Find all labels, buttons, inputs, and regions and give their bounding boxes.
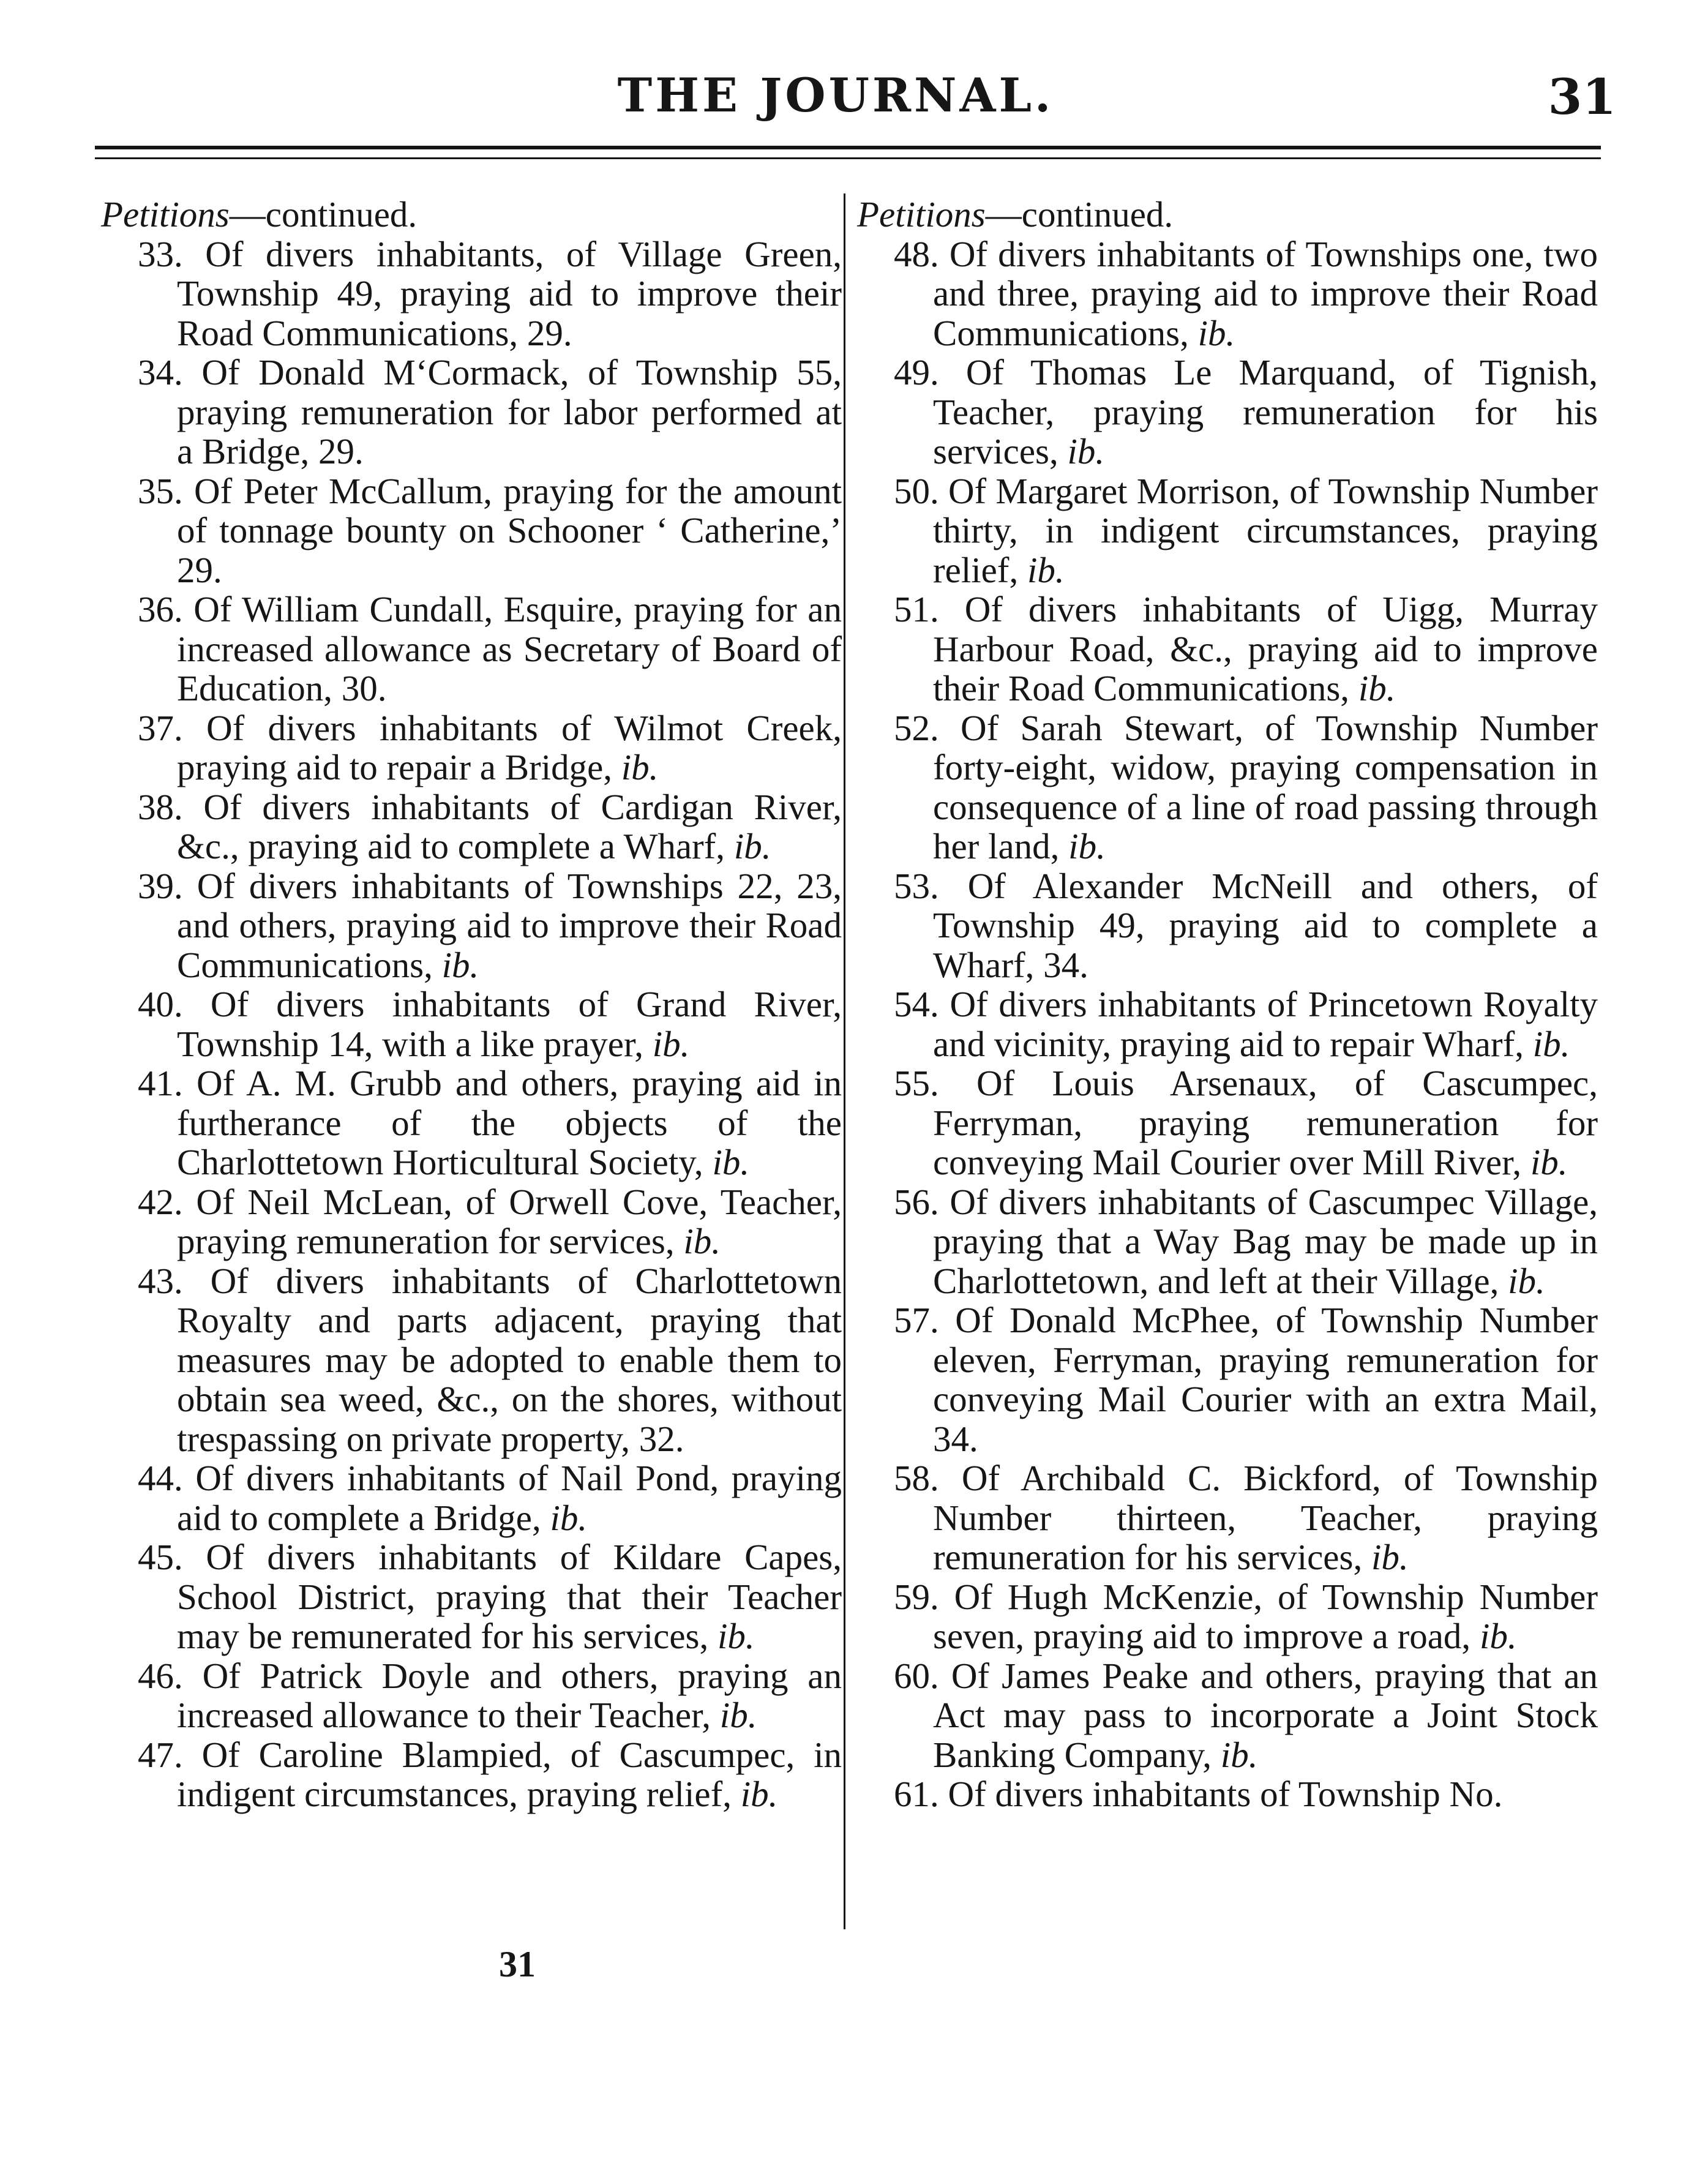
- petition-number: 43.: [138, 1260, 183, 1301]
- petition-page-reference: ib.: [1067, 431, 1105, 471]
- petition-text: Of divers inhabitants, of Village Green, Township 49, praying aid to improve their Road Communications, 29.: [177, 233, 842, 353]
- petition-page-reference: ib.: [550, 1497, 588, 1538]
- petition-number: 36.: [138, 589, 183, 629]
- petition-number: 41.: [138, 1063, 183, 1103]
- petition-text: Of Donald McPhee, of Township Number eleven, Ferryman, praying remuneration for conveying Mail Courier with an extra Mail, 34.: [933, 1300, 1598, 1459]
- petition-number: 55.: [894, 1063, 939, 1103]
- petition-entry: [101, 985, 842, 1064]
- petition-page-reference: ib.: [683, 1221, 721, 1261]
- petition-page-reference: ib.: [1197, 312, 1235, 353]
- petition-entry: [857, 985, 1598, 1064]
- petition-text: Of divers inhabitants of Townships 22, 23, and others, praying aid to improve their Road Communications,: [177, 865, 842, 985]
- petition-number: 52.: [894, 707, 939, 748]
- petition-number: 54.: [894, 984, 939, 1024]
- petition-text: Of Louis Arsenaux, of Cascumpec, Ferryman, praying remuneration for conveying Mail Courier over Mill River,: [933, 1063, 1598, 1182]
- section-heading: [101, 195, 842, 235]
- petition-number: 47.: [138, 1734, 183, 1775]
- header-rule-thick: [95, 146, 1601, 149]
- petition-number: 50.: [894, 470, 939, 511]
- petition-page-reference: ib.: [1358, 668, 1396, 708]
- petition-entry: [857, 1300, 1598, 1458]
- petition-page-reference: ib.: [1068, 826, 1106, 866]
- petition-text: Of William Cundall, Esquire, praying for an increased allowance as Secretary of Board of Education, 30.: [177, 589, 842, 708]
- petition-page-reference: ib.: [712, 1142, 750, 1182]
- petition-entry: [101, 1537, 842, 1656]
- petition-entry: [857, 235, 1598, 353]
- petition-number: 61.: [894, 1774, 939, 1814]
- petition-text: Of Patrick Doyle and others, praying an increased allowance to their Teacher,: [177, 1655, 842, 1735]
- petition-page-reference: ib.: [719, 1695, 757, 1735]
- petition-entry: [857, 590, 1598, 708]
- petition-page-reference: ib.: [1371, 1537, 1409, 1577]
- petition-page-reference: ib.: [652, 1023, 690, 1064]
- petition-entry: [101, 1261, 842, 1459]
- right-column: [857, 195, 1598, 1814]
- petition-entry: [857, 866, 1598, 985]
- petition-entry: [101, 708, 842, 787]
- petition-number: 48.: [894, 233, 939, 274]
- section-heading-rest: —continued.: [985, 194, 1174, 235]
- petition-entry: [857, 1774, 1598, 1814]
- petition-page-reference: ib.: [1479, 1616, 1517, 1656]
- petition-text: Of Thomas Le Marquand, of Tignish, Teacher, praying remuneration for his services,: [933, 352, 1598, 471]
- petition-text: Of A. M. Grubb and others, praying aid in furtherance of the objects of the Charlottetown Horticultural Society,: [177, 1063, 842, 1182]
- petition-text: Of divers inhabitants of Cardigan River, &c., praying aid to complete a Wharf,: [177, 786, 842, 866]
- petition-page-reference: ib.: [1530, 1142, 1568, 1182]
- petition-entry: [101, 787, 842, 866]
- petition-entry: [857, 1656, 1598, 1775]
- petition-text: Of divers inhabitants of Townships one, two and three, praying aid to improve their Road Communications,: [933, 233, 1598, 353]
- petition-entry: [101, 866, 842, 985]
- petition-list: [101, 235, 842, 1814]
- petition-entry: [101, 471, 842, 590]
- petition-entry: [101, 1656, 842, 1735]
- petition-number: 35.: [138, 470, 183, 511]
- petition-text: Of divers inhabitants of Charlottetown Royalty and parts adjacent, praying that measures may be adopted to enable them to obtain sea weed, &c., on the shores, without trespassing on private property, 32.: [177, 1260, 842, 1459]
- petition-entry: [101, 590, 842, 708]
- petition-entry: [101, 353, 842, 471]
- petition-number: 34.: [138, 352, 183, 392]
- petition-entry: [857, 353, 1598, 471]
- petition-text: Of divers inhabitants of Wilmot Creek, praying aid to repair a Bridge,: [177, 707, 842, 787]
- petition-entry: [101, 1458, 842, 1537]
- petition-number: 59.: [894, 1576, 939, 1617]
- petition-number: 49.: [894, 352, 939, 392]
- petition-text: Of divers inhabitants of Kildare Capes, School District, praying that their Teacher may be remunerated for his services,: [177, 1537, 842, 1656]
- petition-page-reference: ib.: [740, 1774, 778, 1814]
- petition-text: Of Hugh McKenzie, of Township Number seven, praying aid to improve a road,: [933, 1576, 1598, 1656]
- petition-text: Of divers inhabitants of Uigg, Murray Harbour Road, &c., praying aid to improve their Road Communications,: [933, 589, 1598, 708]
- petition-entry: [101, 1182, 842, 1261]
- petition-number: 51.: [894, 589, 939, 629]
- petition-number: 38.: [138, 786, 183, 827]
- section-heading-italic: Petitions: [101, 194, 230, 235]
- left-column: [101, 195, 842, 1814]
- petition-text: Of James Peake and others, praying that an Act may pass to incorporate a Joint Stock Banking Company,: [933, 1655, 1598, 1775]
- petition-text: Of divers inhabitants of Nail Pond, praying aid to complete a Bridge,: [177, 1458, 842, 1538]
- petition-page-reference: ib.: [441, 944, 479, 985]
- petition-page-reference: ib.: [1220, 1734, 1258, 1775]
- petition-text: Of Neil McLean, of Orwell Cove, Teacher, praying remuneration for services,: [177, 1181, 842, 1261]
- petition-entry: [857, 1182, 1598, 1301]
- header-rule-thin: [95, 157, 1601, 159]
- petition-text: Of Donald M‘Cormack, of Township 55, praying remuneration for labor performed at a Bridge, 29.: [177, 352, 842, 471]
- petition-entry: [101, 1735, 842, 1814]
- petition-page-reference: ib.: [717, 1616, 755, 1656]
- page-folio: 31: [499, 1944, 536, 1984]
- petition-text: Of Sarah Stewart, of Township Number forty-eight, widow, praying compensation in consequence of a line of road passing through her land,: [933, 707, 1598, 866]
- petition-text: Of divers inhabitants of Princetown Royalty and vicinity, praying aid to repair Wharf,: [933, 984, 1598, 1064]
- petition-text: Of Archibald C. Bickford, of Township Number thirteen, Teacher, praying remuneration for his services,: [933, 1458, 1598, 1577]
- petition-entry: [857, 1458, 1598, 1577]
- petition-text: Of divers inhabitants of Township No.: [948, 1774, 1503, 1814]
- running-title: THE JOURNAL.: [617, 68, 1054, 122]
- petition-number: 40.: [138, 984, 183, 1024]
- petition-page-reference: ib.: [621, 747, 659, 787]
- section-heading: [857, 195, 1598, 235]
- petition-entry: [857, 708, 1598, 866]
- petition-page-reference: ib.: [733, 826, 771, 866]
- section-heading-italic: Petitions: [857, 194, 986, 235]
- petition-list: [857, 235, 1598, 1814]
- petition-text: Of divers inhabitants of Grand River, Township 14, with a like prayer,: [177, 984, 842, 1064]
- petition-number: 57.: [894, 1300, 939, 1340]
- petition-entry: [857, 471, 1598, 590]
- petition-entry: [857, 1064, 1598, 1182]
- petition-number: 45.: [138, 1537, 183, 1577]
- petition-number: 39.: [138, 865, 183, 906]
- petition-entry: [101, 235, 842, 353]
- petition-number: 37.: [138, 707, 183, 748]
- petition-entry: [857, 1577, 1598, 1656]
- petition-number: 58.: [894, 1458, 939, 1498]
- petition-entry: [101, 1064, 842, 1182]
- section-heading-rest: —continued.: [229, 194, 418, 235]
- petition-text: Of Caroline Blampied, of Cascumpec, in indigent circumstances, praying relief,: [177, 1734, 842, 1814]
- petition-number: 42.: [138, 1181, 183, 1222]
- petition-text: Of Alexander McNeill and others, of Township 49, praying aid to complete a Wharf, 34.: [933, 865, 1598, 985]
- petition-number: 60.: [894, 1655, 939, 1696]
- petition-page-reference: ib.: [1027, 549, 1065, 590]
- petition-text: Of Margaret Morrison, of Township Number thirty, in indigent circumstances, praying relief,: [933, 470, 1598, 590]
- petition-number: 46.: [138, 1655, 183, 1696]
- petition-text: Of divers inhabitants of Cascumpec Village, praying that a Way Bag may be made up in Charlottetown, and left at their Village,: [933, 1181, 1598, 1301]
- petition-number: 56.: [894, 1181, 939, 1222]
- petition-page-reference: ib.: [1508, 1260, 1545, 1301]
- page-number: 31: [1548, 68, 1616, 126]
- petition-number: 33.: [138, 233, 183, 274]
- petition-number: 53.: [894, 865, 939, 906]
- petition-text: Of Peter McCallum, praying for the amount of tonnage bounty on Schooner ‘ Catherine,’ 29.: [177, 470, 842, 590]
- petition-number: 44.: [138, 1458, 183, 1498]
- petition-page-reference: ib.: [1532, 1023, 1570, 1064]
- column-divider: [844, 193, 845, 1929]
